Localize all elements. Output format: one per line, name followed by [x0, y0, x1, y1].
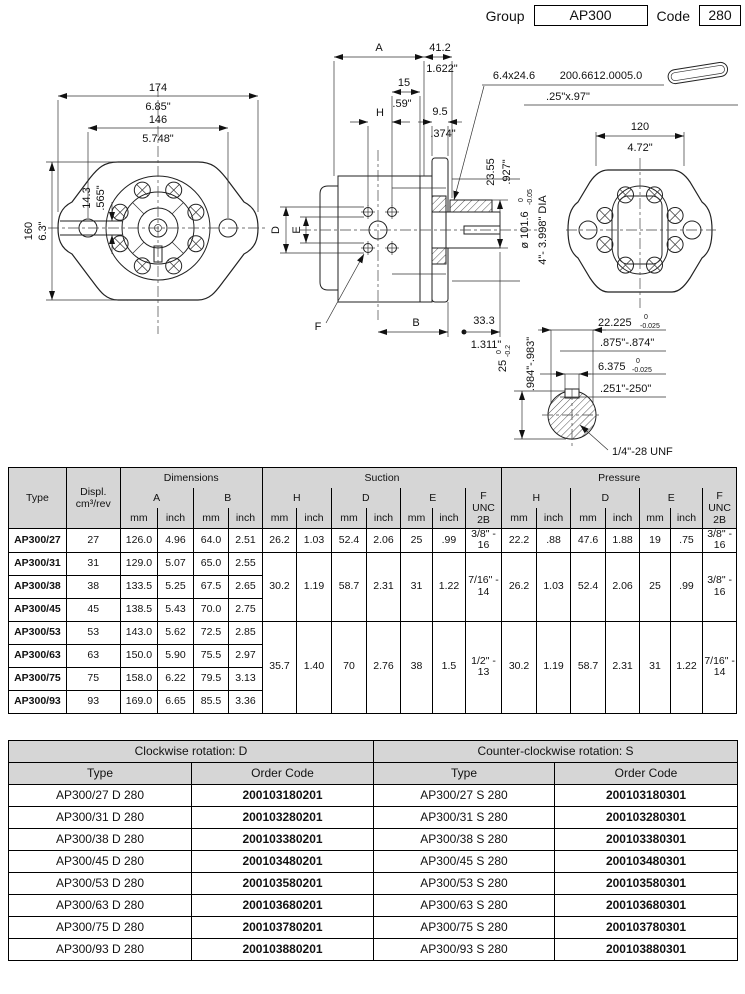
spec-row — [9, 621, 737, 644]
pressure-cell: 1.19 — [536, 621, 571, 713]
spec-cell: 5.25 — [158, 575, 194, 598]
order-type-cell: AP300/45 S 280 — [374, 851, 555, 873]
key-glyph — [667, 61, 728, 84]
type-cell: AP300/53 — [9, 621, 67, 644]
dim-label: 41.2 — [429, 42, 451, 54]
dim-tolerance: 0 — [496, 350, 503, 354]
unit-header: inch — [605, 508, 640, 529]
code-value-box: 280 — [699, 5, 741, 26]
dim-label: 22.225 — [598, 317, 632, 329]
order-type-cell: AP300/31 S 280 — [374, 807, 555, 829]
shaft-section-detail — [496, 314, 673, 458]
dim-label: .984"-.983" — [525, 336, 537, 392]
order-type-cell: AP300/38 D 280 — [9, 829, 192, 851]
order-code-cell: 200103280301 — [555, 807, 738, 829]
spec-cell: 2.75 — [229, 598, 263, 621]
dim-label: 4.72" — [627, 142, 653, 154]
order-code-cell: 200103580201 — [192, 873, 374, 895]
dim-label: .565" — [95, 185, 107, 211]
group-value-box: AP300 — [534, 5, 648, 26]
spec-cell: 126.0 — [120, 529, 158, 553]
col-header-order-code: Order Code — [192, 763, 374, 785]
spec-cell: 75.5 — [193, 644, 229, 667]
order-code-cell: 200103580301 — [555, 873, 738, 895]
pressure-cell: 26.2 — [502, 552, 537, 621]
displacement-cell: 75 — [66, 667, 120, 690]
type-cell: AP300/27 — [9, 529, 67, 553]
spec-cell: 64.0 — [193, 529, 229, 553]
spec-cell: 6.22 — [158, 667, 194, 690]
pressure-cell: 2.06 — [605, 552, 640, 621]
dim-label: ø 101.6 — [519, 211, 531, 249]
displ-label: Displ. — [80, 485, 107, 498]
suction-cell: 1.22 — [433, 552, 465, 621]
spec-cell: 143.0 — [120, 621, 158, 644]
order-row — [9, 917, 738, 939]
col-header: B — [193, 488, 262, 508]
ccw-rotation-header: Counter-clockwise rotation: S — [374, 741, 738, 763]
col-header-type: Type — [9, 763, 192, 785]
dim-label: A — [375, 42, 383, 54]
type-cell: AP300/63 — [9, 644, 67, 667]
technical-drawing — [0, 0, 745, 462]
pressure-cell: 1.88 — [605, 529, 640, 553]
dim-label: B — [412, 317, 420, 329]
pressure-cell: 25 — [640, 552, 670, 621]
suction-cell: 52.4 — [331, 529, 367, 553]
pressure-cell: 22.2 — [502, 529, 537, 553]
col-header: H — [502, 488, 571, 508]
spec-cell: 2.55 — [229, 552, 263, 575]
col-header: E — [640, 488, 703, 508]
dim-label: 25 — [497, 359, 509, 373]
suction-cell: .99 — [433, 529, 465, 553]
order-type-cell: AP300/27 S 280 — [374, 785, 555, 807]
dim-tolerance: -0.2 — [505, 344, 512, 357]
order-row — [9, 851, 738, 873]
dim-label: .59" — [392, 98, 412, 110]
order-codes-table — [8, 740, 738, 961]
dim-tolerance: 0 — [636, 358, 640, 365]
dim-tolerance: 0 — [518, 198, 525, 202]
spec-cell: 79.5 — [193, 667, 229, 690]
order-code-cell: 200103280201 — [192, 807, 374, 829]
bolt-hole — [597, 208, 613, 224]
spec-cell: 150.0 — [120, 644, 158, 667]
spec-cell: 67.5 — [193, 575, 229, 598]
pressure-cell: 7/16" - 14 — [703, 621, 737, 713]
key-part-number: 200.6612.0005.0 — [559, 70, 643, 82]
pressure-cell: 58.7 — [571, 621, 606, 713]
displacement-cell: 45 — [66, 598, 120, 621]
dim-label: 146 — [148, 114, 168, 126]
unit-header: inch — [433, 508, 465, 529]
order-row — [9, 829, 738, 851]
dimensions-table — [8, 467, 737, 714]
dim-label: 6.375 — [598, 361, 626, 373]
col-header: F — [716, 489, 723, 502]
spec-cell: 2.97 — [229, 644, 263, 667]
unit-header: mm — [400, 508, 432, 529]
suction-cell: 30.2 — [262, 552, 297, 621]
suction-cell: 1.40 — [297, 621, 332, 713]
order-type-cell: AP300/27 D 280 — [9, 785, 192, 807]
dim-label: 1.311" — [470, 339, 502, 351]
pressure-cell: 52.4 — [571, 552, 606, 621]
dim-tolerance: 0 — [644, 314, 648, 321]
order-type-cell: AP300/63 S 280 — [374, 895, 555, 917]
suction-cell: 2.31 — [367, 552, 400, 621]
order-code-cell: 200103380201 — [192, 829, 374, 851]
dim-label: .927" — [501, 159, 513, 185]
displacement-cell: 93 — [66, 690, 120, 713]
order-row — [9, 807, 738, 829]
col-header-displacement — [66, 468, 120, 529]
spec-cell: 5.62 — [158, 621, 194, 644]
dim-label: E — [291, 226, 303, 234]
order-code-cell: 200103380301 — [555, 829, 738, 851]
dim-label: .374" — [430, 128, 456, 140]
key-size-inch: .25"x.97" — [546, 91, 590, 103]
order-code-cell: 200103880301 — [555, 939, 738, 961]
order-type-cell: AP300/93 S 280 — [374, 939, 555, 961]
dim-label: .875"-.874" — [600, 337, 655, 349]
col-header-f-unc — [703, 488, 737, 529]
pressure-cell: 2.31 — [605, 621, 640, 713]
order-code-cell: 200103180301 — [555, 785, 738, 807]
unit-header: mm — [262, 508, 297, 529]
col-header: D — [331, 488, 400, 508]
col-header: A — [120, 488, 193, 508]
pressure-cell: 3/8" - 16 — [703, 529, 737, 553]
header-bar — [486, 5, 741, 26]
key-size-mm: 6.4x24.6 — [492, 70, 536, 82]
side-view — [270, 42, 549, 351]
dim-label: 23.55 — [485, 158, 497, 186]
unit-header: inch — [367, 508, 400, 529]
spec-cell: 65.0 — [193, 552, 229, 575]
suction-cell: 70 — [331, 621, 367, 713]
unit-header: inch — [297, 508, 332, 529]
order-code-cell: 200103680201 — [192, 895, 374, 917]
dim-label: 14.3 — [81, 187, 93, 209]
col-header-type: Type — [374, 763, 555, 785]
spec-row — [9, 552, 737, 575]
type-cell: AP300/93 — [9, 690, 67, 713]
order-type-cell: AP300/38 S 280 — [374, 829, 555, 851]
type-cell: AP300/38 — [9, 575, 67, 598]
displacement-cell: 63 — [66, 644, 120, 667]
unit-header: mm — [193, 508, 229, 529]
dim-label: F — [314, 321, 322, 333]
dim-label: 9.5 — [432, 106, 448, 118]
unit-header: inch — [670, 508, 702, 529]
col-header: UNC 2B — [708, 501, 731, 527]
spec-cell: 4.96 — [158, 529, 194, 553]
type-cell: AP300/45 — [9, 598, 67, 621]
order-code-cell: 200103880201 — [192, 939, 374, 961]
dim-tolerance: -0.05 — [527, 189, 534, 205]
bolt-hole — [597, 237, 613, 253]
suction-cell: 26.2 — [262, 529, 297, 553]
group-header-pressure: Pressure — [502, 468, 737, 489]
suction-cell: 1.5 — [433, 621, 465, 713]
displacement-cell: 27 — [66, 529, 120, 553]
order-type-cell: AP300/93 D 280 — [9, 939, 192, 961]
spec-cell: 5.90 — [158, 644, 194, 667]
dia-dim — [518, 189, 534, 249]
col-header: E — [400, 488, 465, 508]
spec-cell: 5.07 — [158, 552, 194, 575]
order-code-cell: 200103780301 — [555, 917, 738, 939]
bolt-hole — [667, 237, 683, 253]
dim-label: 6.85" — [145, 101, 171, 113]
displacement-cell: 31 — [66, 552, 120, 575]
suction-cell: 1/2" - 13 — [465, 621, 502, 713]
spec-cell: 2.85 — [229, 621, 263, 644]
spec-cell: 85.5 — [193, 690, 229, 713]
order-type-cell: AP300/31 D 280 — [9, 807, 192, 829]
spec-cell: 3.13 — [229, 667, 263, 690]
unit-header: mm — [502, 508, 537, 529]
pressure-cell: 1.22 — [670, 621, 702, 713]
front-view — [23, 82, 268, 334]
unit-header: mm — [120, 508, 158, 529]
thread-callout: 1/4"-28 UNF — [612, 446, 673, 458]
col-header: H — [262, 488, 331, 508]
dim-label: D — [270, 226, 282, 234]
col-header-f-unc — [465, 488, 502, 529]
spec-cell: 169.0 — [120, 690, 158, 713]
dim-label: 6.3" — [37, 221, 49, 241]
order-code-cell: 200103780201 — [192, 917, 374, 939]
order-type-cell: AP300/53 D 280 — [9, 873, 192, 895]
dim-label: 120 — [630, 121, 650, 133]
unit-header: inch — [536, 508, 571, 529]
dimensions-table-body — [9, 529, 737, 714]
order-code-cell: 200103180201 — [192, 785, 374, 807]
suction-cell: 2.76 — [367, 621, 400, 713]
order-type-cell: AP300/63 D 280 — [9, 895, 192, 917]
shaft-key — [450, 200, 492, 212]
spec-cell: 129.0 — [120, 552, 158, 575]
suction-cell: 25 — [400, 529, 432, 553]
pressure-cell: 1.03 — [536, 552, 571, 621]
order-type-cell: AP300/75 D 280 — [9, 917, 192, 939]
pressure-cell: 3/8" - 16 — [703, 552, 737, 621]
dim-label: 33.3 — [473, 315, 495, 327]
displ-unit: cm³/rev — [75, 498, 111, 510]
order-code-cell: 200103480201 — [192, 851, 374, 873]
order-row — [9, 939, 738, 961]
order-row — [9, 873, 738, 895]
order-type-cell: AP300/53 S 280 — [374, 873, 555, 895]
pressure-cell: 19 — [640, 529, 670, 553]
dim-label: 1.622" — [426, 63, 458, 75]
unit-header: mm — [640, 508, 670, 529]
displacement-cell: 38 — [66, 575, 120, 598]
spec-cell: 138.5 — [120, 598, 158, 621]
suction-cell: 38 — [400, 621, 432, 713]
spec-cell: 70.0 — [193, 598, 229, 621]
suction-cell: 1.19 — [297, 552, 332, 621]
code-label: Code — [656, 7, 690, 24]
col-header: D — [571, 488, 640, 508]
side-left-cap — [320, 186, 340, 290]
spec-row — [9, 529, 737, 553]
dim-label: 5.748" — [142, 133, 174, 145]
pressure-cell: 31 — [640, 621, 670, 713]
type-cell: AP300/75 — [9, 667, 67, 690]
suction-cell: 3/8" - 16 — [465, 529, 502, 553]
bolt-hole — [667, 208, 683, 224]
order-row — [9, 895, 738, 917]
col-header: UNC 2B — [472, 501, 495, 527]
group-header-dimensions: Dimensions — [120, 468, 262, 489]
order-table-body — [9, 785, 738, 961]
dim-label: H — [376, 107, 384, 119]
col-header-order-code: Order Code — [555, 763, 738, 785]
suction-cell: 1.03 — [297, 529, 332, 553]
dim-tolerance: -0.025 — [632, 367, 652, 374]
dim-label: 4"- 3.998" DIA — [537, 195, 549, 265]
spec-cell: 133.5 — [120, 575, 158, 598]
order-type-cell: AP300/45 D 280 — [9, 851, 192, 873]
suction-cell: 7/16" - 14 — [465, 552, 502, 621]
dim-tolerance: -0.025 — [640, 323, 660, 330]
type-cell: AP300/31 — [9, 552, 67, 575]
spec-cell: 3.36 — [229, 690, 263, 713]
cw-rotation-header: Clockwise rotation: D — [9, 741, 374, 763]
suction-cell: 31 — [400, 552, 432, 621]
pressure-cell: 47.6 — [571, 529, 606, 553]
suction-cell: 35.7 — [262, 621, 297, 713]
spec-cell: 2.51 — [229, 529, 263, 553]
rear-view — [566, 121, 716, 308]
spec-cell: 5.43 — [158, 598, 194, 621]
unit-header: inch — [229, 508, 263, 529]
order-code-cell: 200103480301 — [555, 851, 738, 873]
order-code-cell: 200103680301 — [555, 895, 738, 917]
pressure-cell: .99 — [670, 552, 702, 621]
suction-cell: 58.7 — [331, 552, 367, 621]
dim-label: 160 — [23, 221, 35, 241]
suction-cell: 2.06 — [367, 529, 400, 553]
unit-header: mm — [331, 508, 367, 529]
order-type-cell: AP300/75 S 280 — [374, 917, 555, 939]
col-header-type: Type — [9, 468, 67, 529]
spec-cell: 158.0 — [120, 667, 158, 690]
spec-cell: 6.65 — [158, 690, 194, 713]
group-label: Group — [485, 7, 525, 24]
dim-label: .251"-250" — [600, 383, 652, 395]
pressure-cell: .88 — [536, 529, 571, 553]
pressure-cell: .75 — [670, 529, 702, 553]
dim-label: 174 — [148, 82, 168, 94]
spec-cell: 72.5 — [193, 621, 229, 644]
spec-cell: 2.65 — [229, 575, 263, 598]
displacement-cell: 53 — [66, 621, 120, 644]
unit-header: mm — [571, 508, 606, 529]
order-row — [9, 785, 738, 807]
group-header-suction: Suction — [262, 468, 502, 489]
col-header: F — [480, 489, 487, 502]
unit-header: inch — [158, 508, 194, 529]
dim-label: 15 — [397, 77, 411, 89]
pressure-cell: 30.2 — [502, 621, 537, 713]
